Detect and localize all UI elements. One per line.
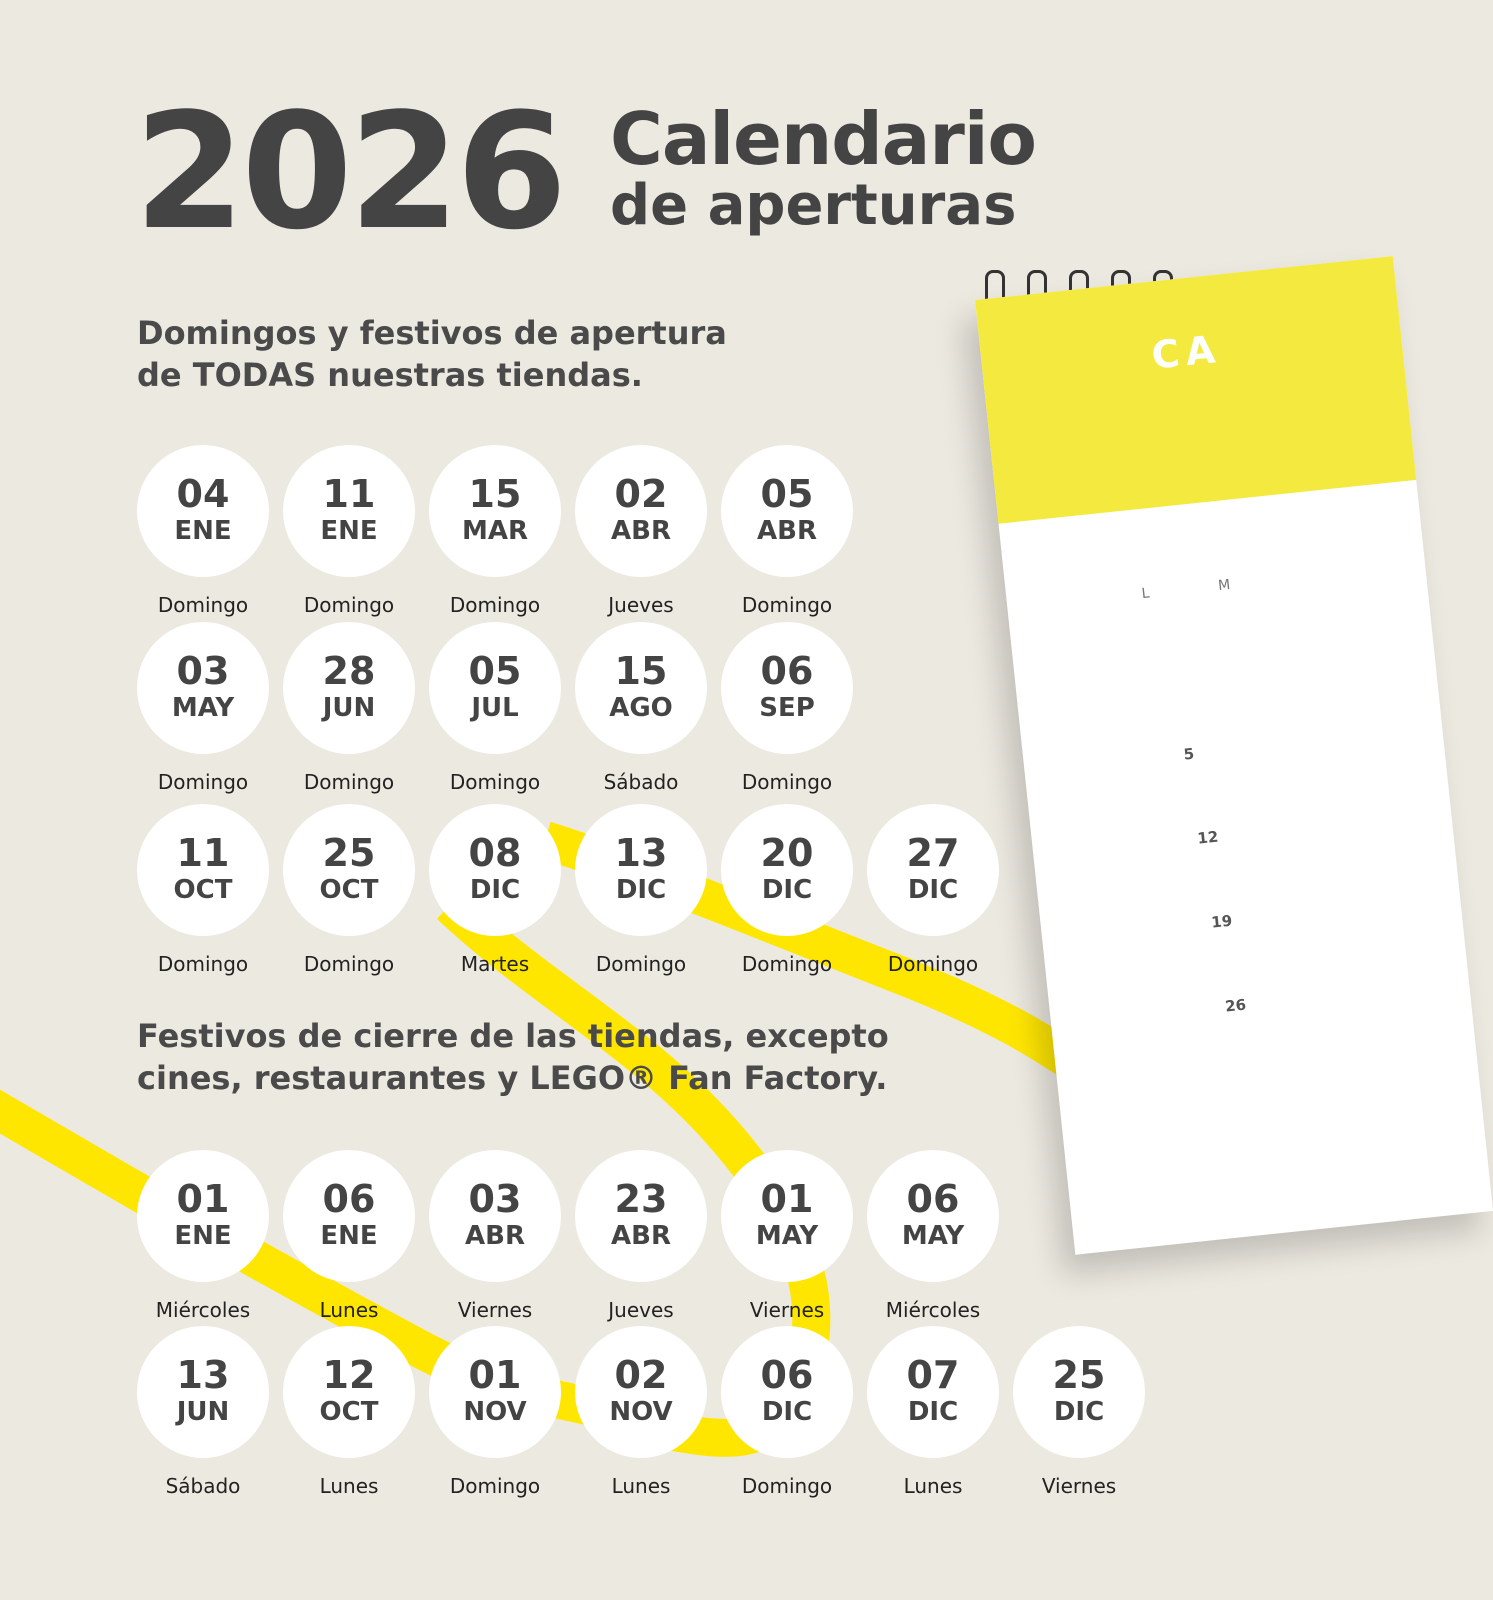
date-item: [575, 1150, 707, 1330]
date-weekday: Domingo: [449, 770, 541, 794]
date-day: 02: [614, 472, 668, 516]
date-day: 06: [760, 1353, 814, 1397]
date-circle: [429, 1326, 561, 1458]
date-day: 07: [906, 1353, 960, 1397]
date-weekday: Lunes: [903, 1474, 963, 1498]
date-item: [137, 804, 269, 984]
date-day: 05: [468, 649, 522, 693]
date-month: ENE: [174, 1221, 232, 1251]
date-circle: [137, 1326, 269, 1458]
date-day: 28: [322, 649, 376, 693]
date-item: [867, 1326, 999, 1506]
date-circle: [137, 804, 269, 936]
date-weekday: Domingo: [449, 1474, 541, 1498]
date-day: 01: [468, 1353, 522, 1397]
date-item: [721, 1150, 853, 1330]
date-circle: [721, 445, 853, 577]
date-item: [721, 1326, 853, 1506]
date-weekday: Domingo: [157, 593, 249, 617]
date-weekday: Domingo: [157, 952, 249, 976]
date-item: [429, 1326, 561, 1506]
date-circle: [721, 622, 853, 754]
date-circle: [1013, 1326, 1145, 1458]
date-weekday: Sábado: [165, 1474, 241, 1498]
date-month: DIC: [469, 875, 521, 905]
year-heading: 2026: [134, 78, 564, 265]
date-weekday: Viernes: [749, 1298, 825, 1322]
date-weekday: Domingo: [303, 952, 395, 976]
date-item: [867, 804, 999, 984]
date-month: NOV: [609, 1397, 673, 1427]
date-item: [137, 1326, 269, 1506]
date-circle: [721, 1326, 853, 1458]
date-circle: [283, 445, 415, 577]
date-item: [721, 445, 853, 625]
date-month: MAY: [171, 693, 235, 723]
date-day: 06: [322, 1177, 376, 1221]
date-day: 13: [176, 1353, 230, 1397]
date-weekday: Viernes: [1041, 1474, 1117, 1498]
date-day: 13: [614, 831, 668, 875]
date-month: OCT: [173, 875, 233, 905]
closing-title-line-1: Festivos de cierre de las tiendas, excepto: [137, 1017, 889, 1055]
date-month: MAR: [461, 516, 528, 546]
date-weekday: Lunes: [611, 1474, 671, 1498]
opening-title-line-2: de TODAS nuestras tiendas.: [137, 356, 643, 394]
opening-section-title: [137, 312, 727, 396]
date-day: 27: [906, 831, 960, 875]
date-circle: [283, 622, 415, 754]
date-circle: [283, 804, 415, 936]
date-day: 01: [760, 1177, 814, 1221]
date-circle: [867, 804, 999, 936]
date-item: [283, 1150, 415, 1330]
date-circle: [575, 804, 707, 936]
desk-calendar-day: 26: [1224, 995, 1247, 1016]
date-day: 23: [614, 1177, 668, 1221]
date-item: [575, 445, 707, 625]
date-month: ENE: [320, 516, 378, 546]
desk-calendar-day: 5: [1182, 744, 1195, 764]
title-line-1: Calendario: [610, 97, 1036, 181]
desk-calendar-day: 19: [1210, 911, 1234, 932]
desk-calendar-day: 12: [1196, 827, 1220, 848]
date-item: [429, 1150, 561, 1330]
date-day: 25: [322, 831, 376, 875]
date-item: [575, 804, 707, 984]
date-weekday: Martes: [460, 952, 530, 976]
date-weekday: Domingo: [741, 770, 833, 794]
date-month: ABR: [611, 1221, 671, 1251]
date-month: JUN: [176, 1397, 230, 1427]
date-day: 01: [176, 1177, 230, 1221]
date-circle: [429, 1150, 561, 1282]
date-item: [429, 445, 561, 625]
date-item: [137, 622, 269, 802]
date-month: AGO: [609, 693, 673, 723]
date-weekday: Viernes: [457, 1298, 533, 1322]
date-weekday: Domingo: [887, 952, 979, 976]
date-month: MAY: [901, 1221, 965, 1251]
date-month: DIC: [615, 875, 667, 905]
date-day: 11: [322, 472, 376, 516]
date-circle: [429, 445, 561, 577]
closing-section-title: [137, 1015, 889, 1099]
date-month: OCT: [319, 875, 379, 905]
date-item: [867, 1150, 999, 1330]
date-month: ABR: [757, 516, 817, 546]
desk-calendar-header-band: [975, 256, 1416, 524]
date-month: ABR: [465, 1221, 525, 1251]
date-day: 25: [1052, 1353, 1106, 1397]
date-day: 11: [176, 831, 230, 875]
date-month: ENE: [320, 1221, 378, 1251]
date-item: [137, 1150, 269, 1330]
date-weekday: Domingo: [303, 770, 395, 794]
date-weekday: Miércoles: [885, 1298, 981, 1322]
date-circle: [575, 1326, 707, 1458]
date-weekday: Domingo: [741, 952, 833, 976]
date-weekday: Sábado: [603, 770, 679, 794]
date-month: JUL: [471, 693, 519, 723]
date-day: 12: [322, 1353, 376, 1397]
date-item: [1013, 1326, 1145, 1506]
date-day: 05: [760, 472, 814, 516]
date-item: [429, 622, 561, 802]
date-weekday: Domingo: [449, 593, 541, 617]
date-day: 15: [614, 649, 668, 693]
date-month: NOV: [463, 1397, 527, 1427]
date-day: 04: [176, 472, 230, 516]
date-circle: [721, 1150, 853, 1282]
date-item: [283, 804, 415, 984]
date-day: 02: [614, 1353, 668, 1397]
date-weekday: Domingo: [741, 593, 833, 617]
date-circle: [575, 445, 707, 577]
date-day: 06: [760, 649, 814, 693]
date-circle: [867, 1150, 999, 1282]
title-line-2: de aperturas: [610, 173, 1017, 238]
date-circle: [575, 1150, 707, 1282]
desk-calendar-weekday-l: L: [1140, 585, 1151, 603]
date-circle: [575, 622, 707, 754]
date-item: [721, 804, 853, 984]
date-month: MAY: [755, 1221, 819, 1251]
date-day: 03: [468, 1177, 522, 1221]
date-item: [283, 1326, 415, 1506]
date-weekday: Domingo: [741, 1474, 833, 1498]
date-month: OCT: [319, 1397, 379, 1427]
date-weekday: Miércoles: [155, 1298, 251, 1322]
desk-calendar-weekday-m: M: [1217, 576, 1232, 595]
date-item: [575, 1326, 707, 1506]
date-month: SEP: [759, 693, 815, 723]
date-day: 03: [176, 649, 230, 693]
opening-title-line-1: Domingos y festivos de apertura: [137, 314, 727, 352]
date-item: [137, 445, 269, 625]
date-day: 20: [760, 831, 814, 875]
date-weekday: Jueves: [608, 593, 674, 617]
date-weekday: Lunes: [319, 1298, 379, 1322]
date-month: DIC: [1053, 1397, 1105, 1427]
date-circle: [283, 1150, 415, 1282]
date-weekday: Lunes: [319, 1474, 379, 1498]
date-circle: [137, 445, 269, 577]
date-weekday: Jueves: [608, 1298, 674, 1322]
date-item: [283, 622, 415, 802]
date-circle: [137, 622, 269, 754]
date-weekday: Domingo: [303, 593, 395, 617]
date-weekday: Domingo: [595, 952, 687, 976]
date-month: DIC: [761, 1397, 813, 1427]
date-month: ENE: [174, 516, 232, 546]
date-month: ABR: [611, 516, 671, 546]
date-circle: [429, 804, 561, 936]
date-item: [429, 804, 561, 984]
date-item: [575, 622, 707, 802]
date-item: [283, 445, 415, 625]
date-month: DIC: [761, 875, 813, 905]
date-circle: [721, 804, 853, 936]
date-item: [721, 622, 853, 802]
date-day: 15: [468, 472, 522, 516]
date-month: DIC: [907, 875, 959, 905]
date-month: DIC: [907, 1397, 959, 1427]
date-circle: [283, 1326, 415, 1458]
date-day: 08: [468, 831, 522, 875]
date-month: JUN: [322, 693, 376, 723]
date-circle: [867, 1326, 999, 1458]
date-weekday: Domingo: [157, 770, 249, 794]
date-circle: [137, 1150, 269, 1282]
desk-calendar-header-text: CA: [1149, 326, 1224, 378]
date-day: 06: [906, 1177, 960, 1221]
closing-title-line-2: cines, restaurantes y LEGO® Fan Factory.: [137, 1059, 888, 1097]
date-circle: [429, 622, 561, 754]
